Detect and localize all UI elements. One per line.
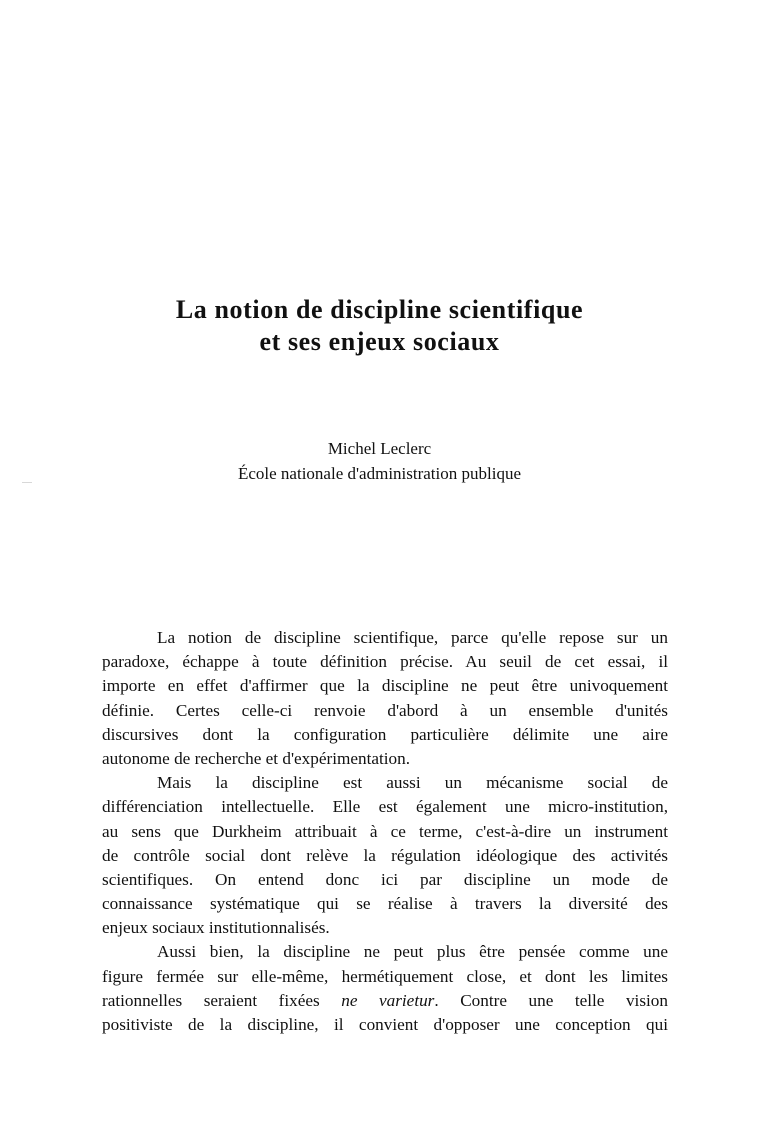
italic-phrase: ne varietur [341,990,435,1010]
article-title [0,294,759,358]
body-line: paradoxe, échappe à toute définition précise. Au seuil de cet essai, il [102,652,668,672]
title-line-1: La notion de discipline scientifique [175,295,584,324]
body-line-mixed [102,989,668,1013]
author-block [0,436,759,486]
body-line: figure fermée sur elle-même, hermétiquement close, et dont les limites [102,966,668,986]
body-text [102,626,668,1037]
body-line: importe en effet d'affirmer que la discipline ne peut être univoquement [102,676,668,696]
body-line: positiviste de la discipline, il convient d'opposer une conception qui [102,1015,668,1034]
author-affiliation: École nationale d'administration publique [237,464,521,483]
body-line: Aussi bien, la discipline ne peut plus être pensée comme une [157,942,668,962]
body-line: définie. Certes celle-ci renvoie d'abord à un ensemble d'unités [102,700,668,720]
body-line: La notion de discipline scientifique, parce qu'elle repose sur un [157,628,668,647]
body-line: au sens que Durkheim attribuait à ce terme, c'est-à-dire un instrument [102,821,668,841]
body-line: autonome de recherche et d'expérimentation. [102,748,411,768]
body-line: scientifiques. On entend donc ici par discipline un mode de [102,869,668,889]
title-line-2: et ses enjeux sociaux [259,327,500,356]
body-line: de contrôle social dont relève la régulation idéologique des activités [102,845,668,865]
body-line-segment: . Contre une telle vision [434,990,668,1010]
body-line: discursives dont la configuration particulière délimite une aire [102,724,668,744]
author-name: Michel Leclerc [327,439,432,458]
body-line: différenciation intellectuelle. Elle est également une micro-institution, [102,797,668,817]
body-line: Mais la discipline est aussi un mécanisme social de [157,773,668,793]
body-line-segment: rationnelles seraient fixées [102,990,320,1010]
body-line: connaissance systématique qui se réalise à travers la diversité des [102,894,668,914]
body-line: enjeux sociaux institutionnalisés. [102,918,330,938]
